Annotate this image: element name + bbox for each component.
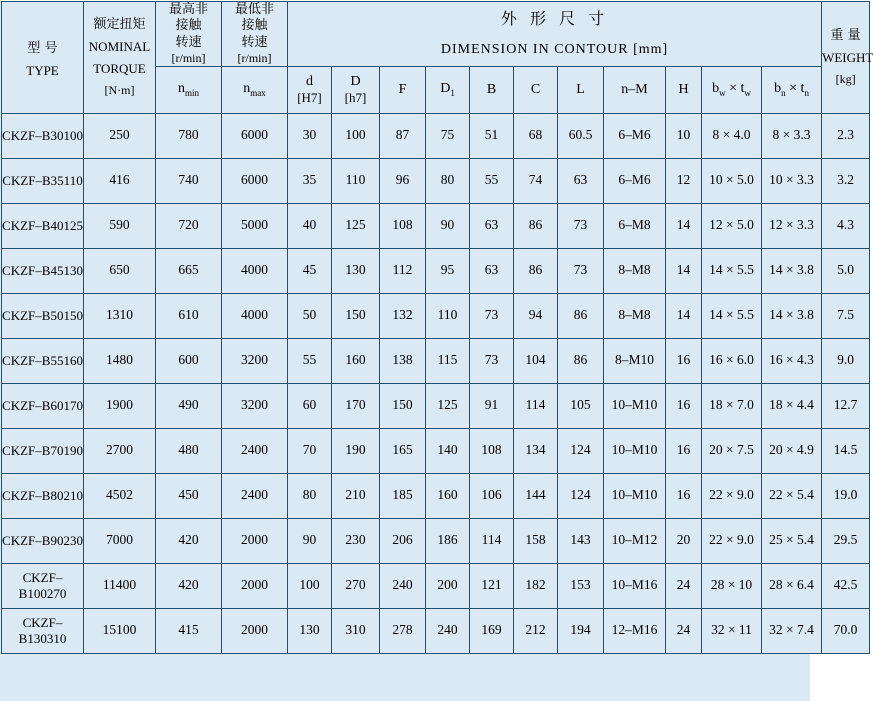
- cell-D: 100: [332, 113, 380, 158]
- cell-bw-tw: 28 × 10: [702, 563, 762, 608]
- cell-D1: 160: [426, 473, 470, 518]
- cell-nmin: 780: [156, 113, 222, 158]
- cell-nominal-torque: 1480: [84, 338, 156, 383]
- header-dimension-in-contour: 外 形 尺 寸 DIMENSION IN CONTOUR [mm]: [288, 2, 822, 67]
- cell-weight: 12.7: [822, 383, 870, 428]
- cell-C: 134: [514, 428, 558, 473]
- cell-nmax: 2000: [222, 608, 288, 653]
- cell-weight: 42.5: [822, 563, 870, 608]
- subheader-n-M: n–M: [604, 66, 666, 113]
- cell-nominal-torque: 7000: [84, 518, 156, 563]
- cell-nominal-torque: 650: [84, 248, 156, 293]
- cell-bn-tn: 22 × 5.4: [762, 473, 822, 518]
- cell-nmin: 720: [156, 203, 222, 248]
- cell-D: 160: [332, 338, 380, 383]
- cell-nominal-torque: 2700: [84, 428, 156, 473]
- cell-type: CKZF–B45130: [2, 248, 84, 293]
- cell-F: 165: [380, 428, 426, 473]
- header-nominal-torque: 额定扭矩 NOMINAL TORQUE [N·m]: [84, 2, 156, 114]
- cell-nmax: 3200: [222, 338, 288, 383]
- table-row[interactable]: [2, 113, 870, 158]
- cell-H: 14: [666, 203, 702, 248]
- cell-B: 108: [470, 428, 514, 473]
- table-row[interactable]: [2, 473, 870, 518]
- cell-bn-tn: 14 × 3.8: [762, 293, 822, 338]
- cell-nmin: 415: [156, 608, 222, 653]
- cell-L: 60.5: [558, 113, 604, 158]
- cell-B: 114: [470, 518, 514, 563]
- cell-d: 50: [288, 293, 332, 338]
- table-row[interactable]: [2, 248, 870, 293]
- cell-bw-tw: 8 × 4.0: [702, 113, 762, 158]
- cell-bn-tn: 10 × 3.3: [762, 158, 822, 203]
- cell-d: 35: [288, 158, 332, 203]
- cell-L: 73: [558, 203, 604, 248]
- cell-L: 86: [558, 338, 604, 383]
- cell-H: 16: [666, 383, 702, 428]
- cell-d: 40: [288, 203, 332, 248]
- cell-bn-tn: 25 × 5.4: [762, 518, 822, 563]
- cell-F: 240: [380, 563, 426, 608]
- cell-n-M: 8–M8: [604, 293, 666, 338]
- header-type: 型 号 TYPE: [2, 2, 84, 114]
- cell-D1: 186: [426, 518, 470, 563]
- subheader-H: H: [666, 66, 702, 113]
- cell-nominal-torque: 590: [84, 203, 156, 248]
- cell-C: 158: [514, 518, 558, 563]
- cell-bw-tw: 10 × 5.0: [702, 158, 762, 203]
- cell-nmax: 4000: [222, 248, 288, 293]
- cell-n-M: 6–M8: [604, 203, 666, 248]
- cell-C: 182: [514, 563, 558, 608]
- cell-D1: 95: [426, 248, 470, 293]
- cell-nominal-torque: 11400: [84, 563, 156, 608]
- cell-C: 86: [514, 248, 558, 293]
- cell-B: 106: [470, 473, 514, 518]
- cell-bw-tw: 32 × 11: [702, 608, 762, 653]
- cell-bw-tw: 22 × 9.0: [702, 518, 762, 563]
- header-weight: 重 量 WEIGHT [kg]: [822, 2, 870, 114]
- cell-bn-tn: 12 × 3.3: [762, 203, 822, 248]
- cell-nmax: 6000: [222, 113, 288, 158]
- table-row[interactable]: [2, 563, 870, 608]
- cell-weight: 9.0: [822, 338, 870, 383]
- cell-d: 80: [288, 473, 332, 518]
- cell-H: 20: [666, 518, 702, 563]
- cell-nmin: 450: [156, 473, 222, 518]
- cell-bw-tw: 18 × 7.0: [702, 383, 762, 428]
- cell-F: 138: [380, 338, 426, 383]
- cell-nmin: 740: [156, 158, 222, 203]
- cell-B: 91: [470, 383, 514, 428]
- cell-F: 96: [380, 158, 426, 203]
- cell-H: 16: [666, 428, 702, 473]
- cell-D1: 75: [426, 113, 470, 158]
- cell-bn-tn: 20 × 4.9: [762, 428, 822, 473]
- cell-F: 112: [380, 248, 426, 293]
- cell-nmax: 2400: [222, 473, 288, 518]
- cell-L: 194: [558, 608, 604, 653]
- cell-n-M: 10–M10: [604, 428, 666, 473]
- cell-nmax: 2400: [222, 428, 288, 473]
- cell-d: 55: [288, 338, 332, 383]
- cell-n-M: 10–M12: [604, 518, 666, 563]
- subheader-D: D [h7]: [332, 66, 380, 113]
- subheader-C: C: [514, 66, 558, 113]
- cell-bw-tw: 14 × 5.5: [702, 293, 762, 338]
- cell-L: 86: [558, 293, 604, 338]
- cell-d: 130: [288, 608, 332, 653]
- table-row[interactable]: [2, 428, 870, 473]
- cell-L: 124: [558, 473, 604, 518]
- cell-B: 73: [470, 338, 514, 383]
- cell-d: 90: [288, 518, 332, 563]
- cell-D1: 125: [426, 383, 470, 428]
- cell-F: 206: [380, 518, 426, 563]
- cell-D1: 80: [426, 158, 470, 203]
- cell-nmin: 665: [156, 248, 222, 293]
- cell-type: CKZF–B90230: [2, 518, 84, 563]
- cell-weight: 29.5: [822, 518, 870, 563]
- cell-D1: 90: [426, 203, 470, 248]
- cell-D: 150: [332, 293, 380, 338]
- cell-L: 105: [558, 383, 604, 428]
- cell-weight: 14.5: [822, 428, 870, 473]
- cell-L: 124: [558, 428, 604, 473]
- cell-bn-tn: 28 × 6.4: [762, 563, 822, 608]
- cell-nominal-torque: 1900: [84, 383, 156, 428]
- cell-n-M: 6–M6: [604, 158, 666, 203]
- table-row[interactable]: [2, 518, 870, 563]
- cell-L: 153: [558, 563, 604, 608]
- cell-d: 60: [288, 383, 332, 428]
- table-row[interactable]: [2, 383, 870, 428]
- cell-n-M: 12–M16: [604, 608, 666, 653]
- cell-F: 132: [380, 293, 426, 338]
- cell-F: 185: [380, 473, 426, 518]
- cell-nmax: 2000: [222, 518, 288, 563]
- table-row[interactable]: [2, 608, 870, 653]
- cell-bn-tn: 8 × 3.3: [762, 113, 822, 158]
- cell-H: 24: [666, 563, 702, 608]
- cell-L: 73: [558, 248, 604, 293]
- cell-C: 74: [514, 158, 558, 203]
- cell-d: 70: [288, 428, 332, 473]
- cell-H: 12: [666, 158, 702, 203]
- cell-bw-tw: 20 × 7.5: [702, 428, 762, 473]
- subheader-d: d [H7]: [288, 66, 332, 113]
- cell-weight: 5.0: [822, 248, 870, 293]
- cell-type: CKZF–B80210: [2, 473, 84, 518]
- cell-nmin: 480: [156, 428, 222, 473]
- cell-H: 24: [666, 608, 702, 653]
- cell-H: 10: [666, 113, 702, 158]
- cell-D: 210: [332, 473, 380, 518]
- cell-nominal-torque: 416: [84, 158, 156, 203]
- subheader-nmax: $n_{max}$: [222, 66, 288, 113]
- subheader-bw-tw: $b_w \times t_w$: [702, 66, 762, 113]
- cell-nominal-torque: 4502: [84, 473, 156, 518]
- cell-weight: 4.3: [822, 203, 870, 248]
- header-min-noncontact-speed: 最低非 接触 转速 [r/min]: [222, 2, 288, 67]
- cell-C: 86: [514, 203, 558, 248]
- cell-B: 63: [470, 248, 514, 293]
- cell-D: 170: [332, 383, 380, 428]
- cell-weight: 19.0: [822, 473, 870, 518]
- cell-C: 212: [514, 608, 558, 653]
- cell-D1: 200: [426, 563, 470, 608]
- cell-weight: 70.0: [822, 608, 870, 653]
- cell-B: 73: [470, 293, 514, 338]
- spec-sheet: [0, 1, 873, 701]
- cell-nominal-torque: 1310: [84, 293, 156, 338]
- cell-n-M: 10–M16: [604, 563, 666, 608]
- cell-H: 14: [666, 248, 702, 293]
- table-body: [2, 113, 870, 653]
- cell-D: 270: [332, 563, 380, 608]
- cell-L: 143: [558, 518, 604, 563]
- cell-n-M: 8–M8: [604, 248, 666, 293]
- cell-type: CKZF–B50150: [2, 293, 84, 338]
- cell-D: 130: [332, 248, 380, 293]
- cell-C: 94: [514, 293, 558, 338]
- subheader-L: L: [558, 66, 604, 113]
- header-row-main: [2, 2, 870, 67]
- table-row[interactable]: [2, 293, 870, 338]
- cell-bw-tw: 12 × 5.0: [702, 203, 762, 248]
- cell-type: CKZF–B70190: [2, 428, 84, 473]
- cell-nominal-torque: 15100: [84, 608, 156, 653]
- cell-weight: 2.3: [822, 113, 870, 158]
- cell-d: 45: [288, 248, 332, 293]
- cell-D: 190: [332, 428, 380, 473]
- cell-nmin: 420: [156, 563, 222, 608]
- cell-weight: 7.5: [822, 293, 870, 338]
- cell-bw-tw: 14 × 5.5: [702, 248, 762, 293]
- cell-type: CKZF–B100270: [2, 563, 84, 608]
- cell-F: 87: [380, 113, 426, 158]
- cell-L: 63: [558, 158, 604, 203]
- cell-nmax: 5000: [222, 203, 288, 248]
- cell-type: CKZF–B55160: [2, 338, 84, 383]
- cell-d: 100: [288, 563, 332, 608]
- cell-C: 144: [514, 473, 558, 518]
- cell-d: 30: [288, 113, 332, 158]
- cell-D1: 240: [426, 608, 470, 653]
- cell-n-M: 10–M10: [604, 383, 666, 428]
- cell-nmin: 420: [156, 518, 222, 563]
- cell-nmax: 2000: [222, 563, 288, 608]
- cell-bn-tn: 14 × 3.8: [762, 248, 822, 293]
- subheader-bn-tn: $b_n \times t_n$: [762, 66, 822, 113]
- cell-bn-tn: 16 × 4.3: [762, 338, 822, 383]
- cell-H: 16: [666, 473, 702, 518]
- cell-type: CKZF–B60170: [2, 383, 84, 428]
- subheader-B: B: [470, 66, 514, 113]
- cell-type: CKZF–B40125: [2, 203, 84, 248]
- cell-nmax: 3200: [222, 383, 288, 428]
- header-max-noncontact-speed: 最高非 接触 转速 [r/min]: [156, 2, 222, 67]
- cell-type: CKZF–B30100: [2, 113, 84, 158]
- cell-n-M: 10–M10: [604, 473, 666, 518]
- cell-D1: 115: [426, 338, 470, 383]
- cell-D: 230: [332, 518, 380, 563]
- cell-type: CKZF–B35110: [2, 158, 84, 203]
- table-row[interactable]: [2, 338, 870, 383]
- subheader-F: F: [380, 66, 426, 113]
- cell-B: 63: [470, 203, 514, 248]
- cell-nmin: 490: [156, 383, 222, 428]
- cell-H: 14: [666, 293, 702, 338]
- cell-F: 150: [380, 383, 426, 428]
- cell-type: CKZF–B130310: [2, 608, 84, 653]
- cell-B: 169: [470, 608, 514, 653]
- cell-C: 68: [514, 113, 558, 158]
- cell-B: 121: [470, 563, 514, 608]
- cell-H: 16: [666, 338, 702, 383]
- cell-nmin: 610: [156, 293, 222, 338]
- cell-bw-tw: 16 × 6.0: [702, 338, 762, 383]
- cell-B: 55: [470, 158, 514, 203]
- table-row[interactable]: [2, 158, 870, 203]
- cell-D: 310: [332, 608, 380, 653]
- cell-C: 104: [514, 338, 558, 383]
- cell-D1: 110: [426, 293, 470, 338]
- cell-nmax: 4000: [222, 293, 288, 338]
- cell-C: 114: [514, 383, 558, 428]
- cell-nmin: 600: [156, 338, 222, 383]
- cell-B: 51: [470, 113, 514, 158]
- subheader-nmin: $n_{min}$: [156, 66, 222, 113]
- cell-weight: 3.2: [822, 158, 870, 203]
- cell-bn-tn: 32 × 7.4: [762, 608, 822, 653]
- cell-nmax: 6000: [222, 158, 288, 203]
- cell-D: 110: [332, 158, 380, 203]
- cell-bn-tn: 18 × 4.4: [762, 383, 822, 428]
- table-row[interactable]: [2, 203, 870, 248]
- cell-F: 278: [380, 608, 426, 653]
- cell-n-M: 6–M6: [604, 113, 666, 158]
- cell-n-M: 8–M10: [604, 338, 666, 383]
- cell-D: 125: [332, 203, 380, 248]
- cell-nominal-torque: 250: [84, 113, 156, 158]
- cell-bw-tw: 22 × 9.0: [702, 473, 762, 518]
- subheader-D1: $D_1$: [426, 66, 470, 113]
- cell-D1: 140: [426, 428, 470, 473]
- specification-table: [1, 1, 873, 654]
- cell-F: 108: [380, 203, 426, 248]
